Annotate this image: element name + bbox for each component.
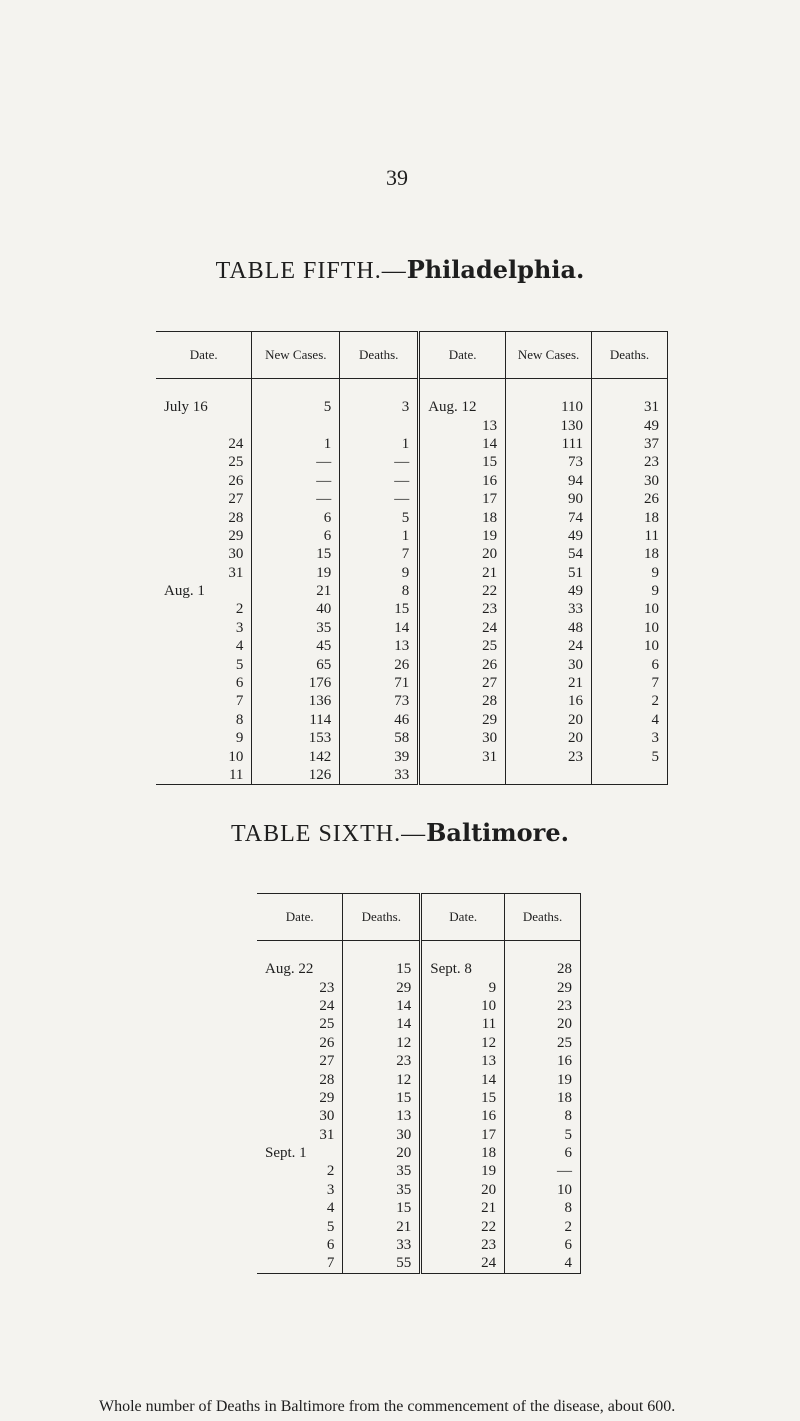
date-cell: 13 (421, 1052, 505, 1070)
date-cell: 10 (228, 748, 244, 765)
value-cell: 9 (592, 582, 668, 600)
value-cell: 13 (340, 637, 419, 655)
value-cell: 2 (505, 1217, 581, 1235)
value-cell: 5 (252, 379, 340, 417)
value-cell: 12 (343, 1070, 421, 1088)
value-cell: 15 (252, 545, 340, 563)
table-row (257, 1070, 581, 1088)
value-cell: 5 (592, 747, 668, 765)
table-row (257, 1089, 581, 1107)
date-cell: 16 (419, 472, 506, 490)
value-cell: 6 (505, 1236, 581, 1254)
table-row (156, 600, 668, 618)
value-cell: 23 (343, 1052, 421, 1070)
table-row (156, 674, 668, 692)
date-cell: 24 (419, 619, 506, 637)
value-cell: 39 (340, 747, 419, 765)
value-cell: 14 (343, 1015, 421, 1033)
date-cell: 8 (235, 711, 244, 728)
table-row (156, 564, 668, 582)
value-cell: 6 (505, 1144, 581, 1162)
value-cell: — (252, 490, 340, 508)
date-cell: 29 (228, 527, 244, 544)
value-cell: 15 (343, 941, 421, 979)
value-cell (252, 416, 340, 434)
column-header: Date. (421, 894, 505, 941)
value-cell: 12 (343, 1034, 421, 1052)
value-cell: 20 (505, 1015, 581, 1033)
date-cell: 25 (419, 637, 506, 655)
date-cell: 11 (421, 1015, 505, 1033)
date-cell: 29 (419, 711, 506, 729)
table-header-row (156, 332, 668, 379)
table-row (156, 435, 668, 453)
value-cell: 16 (505, 1052, 581, 1070)
value-cell: — (340, 472, 419, 490)
date-cell: 3 (326, 1181, 335, 1198)
value-cell: 55 (343, 1254, 421, 1273)
date-cell: Aug. 22 (265, 961, 314, 978)
date-cell: 12 (421, 1034, 505, 1052)
value-cell (506, 766, 592, 785)
value-cell: 19 (252, 564, 340, 582)
table-row (257, 1126, 581, 1144)
date-cell: Aug. 1 (164, 583, 205, 600)
date-cell: 31 (319, 1126, 335, 1143)
table-row (257, 1181, 581, 1199)
value-cell: 19 (505, 1070, 581, 1088)
value-cell: 142 (252, 747, 340, 765)
value-cell: 126 (252, 766, 340, 785)
value-cell: 110 (506, 379, 592, 417)
date-cell: 23 (421, 1236, 505, 1254)
value-cell: 130 (506, 416, 592, 434)
value-cell: 6 (252, 508, 340, 526)
column-header: Date. (156, 332, 252, 379)
value-cell: 3 (340, 379, 419, 417)
table-row (156, 490, 668, 508)
date-cell: 14 (421, 1070, 505, 1088)
value-cell: 24 (506, 637, 592, 655)
table-row (156, 527, 668, 545)
value-cell: 21 (343, 1217, 421, 1235)
table-row (156, 729, 668, 747)
date-cell: 28 (228, 509, 244, 526)
value-cell: 54 (506, 545, 592, 563)
date-cell: 18 (421, 1144, 505, 1162)
value-cell: — (340, 453, 419, 471)
value-cell: 51 (506, 564, 592, 582)
date-cell: 25 (228, 454, 244, 471)
value-cell: 29 (505, 978, 581, 996)
value-cell: 30 (592, 472, 668, 490)
value-cell: 16 (506, 692, 592, 710)
value-cell: 45 (252, 637, 340, 655)
date-cell: 2 (326, 1163, 335, 1180)
value-cell: 1 (252, 435, 340, 453)
value-cell: 35 (343, 1181, 421, 1199)
date-cell: 20 (419, 545, 506, 563)
table-fifth-title-prefix: TABLE FIFTH.— (215, 258, 407, 284)
value-cell: 9 (340, 564, 419, 582)
date-cell: July 16 (164, 399, 208, 416)
date-cell: 6 (326, 1237, 335, 1254)
value-cell: 73 (340, 692, 419, 710)
date-cell: 30 (419, 729, 506, 747)
table-fifth-title (0, 255, 800, 285)
value-cell: 35 (252, 619, 340, 637)
value-cell: 71 (340, 674, 419, 692)
value-cell: 18 (592, 508, 668, 526)
value-cell: 3 (592, 729, 668, 747)
value-cell: 37 (592, 435, 668, 453)
value-cell: 8 (505, 1199, 581, 1217)
date-cell: 17 (419, 490, 506, 508)
date-cell: 7 (235, 693, 244, 710)
value-cell: 21 (506, 674, 592, 692)
table-row (156, 692, 668, 710)
date-cell: 18 (419, 508, 506, 526)
value-cell: 5 (340, 508, 419, 526)
value-cell: 40 (252, 600, 340, 618)
value-cell: 114 (252, 711, 340, 729)
value-cell: 65 (252, 655, 340, 673)
column-header: Deaths. (592, 332, 668, 379)
table-sixth-baltimore (257, 893, 581, 1274)
table-row (156, 747, 668, 765)
value-cell: 136 (252, 692, 340, 710)
value-cell: 10 (592, 619, 668, 637)
value-cell: 49 (592, 416, 668, 434)
value-cell: 10 (592, 637, 668, 655)
table-row (257, 1144, 581, 1162)
date-cell: 23 (419, 600, 506, 618)
date-cell: 22 (419, 582, 506, 600)
date-cell: 22 (421, 1217, 505, 1235)
value-cell: 90 (506, 490, 592, 508)
date-cell: 9 (421, 978, 505, 996)
table-row (257, 997, 581, 1015)
date-cell: 15 (421, 1089, 505, 1107)
date-cell: 28 (319, 1071, 335, 1088)
date-cell: 31 (419, 747, 506, 765)
date-cell: 5 (326, 1218, 335, 1235)
value-cell: 6 (252, 527, 340, 545)
value-cell: 153 (252, 729, 340, 747)
date-cell: 26 (228, 472, 244, 489)
value-cell: 6 (592, 655, 668, 673)
value-cell: 2 (592, 692, 668, 710)
table-header-row (257, 894, 581, 941)
table-row (257, 1236, 581, 1254)
table-row (156, 472, 668, 490)
table-sixth-title-prefix: TABLE SIXTH.— (231, 821, 427, 847)
column-header: New Cases. (252, 332, 340, 379)
date-cell: 24 (228, 435, 244, 452)
date-cell: Sept. 8 (421, 941, 505, 979)
value-cell: 15 (340, 600, 419, 618)
date-cell: 15 (419, 453, 506, 471)
value-cell: 15 (343, 1199, 421, 1217)
value-cell: 18 (592, 545, 668, 563)
date-cell: 24 (319, 997, 335, 1014)
value-cell: 4 (592, 711, 668, 729)
column-header: Deaths. (340, 332, 419, 379)
value-cell: 23 (592, 453, 668, 471)
value-cell: 13 (343, 1107, 421, 1125)
value-cell: 46 (340, 711, 419, 729)
value-cell: 21 (252, 582, 340, 600)
date-cell: 27 (419, 674, 506, 692)
table-row (257, 941, 581, 979)
page-number: 39 (386, 165, 408, 190)
value-cell: 25 (505, 1034, 581, 1052)
value-cell: 74 (506, 508, 592, 526)
value-cell: 20 (506, 711, 592, 729)
date-cell: 26 (419, 655, 506, 673)
value-cell (340, 416, 419, 434)
table-row (257, 1254, 581, 1273)
value-cell: 49 (506, 582, 592, 600)
date-cell (419, 766, 506, 785)
value-cell: 14 (343, 997, 421, 1015)
value-cell: 49 (506, 527, 592, 545)
table-row (156, 416, 668, 434)
value-cell: 10 (592, 600, 668, 618)
value-cell: 20 (343, 1144, 421, 1162)
date-cell: 4 (326, 1200, 335, 1217)
date-cell: 17 (421, 1126, 505, 1144)
table-row (156, 766, 668, 785)
table-row (156, 711, 668, 729)
table-sixth-title (0, 818, 800, 848)
date-cell: 16 (421, 1107, 505, 1125)
date-cell: 11 (156, 766, 252, 785)
date-cell: 6 (235, 675, 244, 692)
value-cell: 5 (505, 1126, 581, 1144)
table-row (257, 1015, 581, 1033)
date-cell: 25 (319, 1016, 335, 1033)
value-cell: 29 (343, 978, 421, 996)
value-cell: 30 (506, 655, 592, 673)
value-cell: 11 (592, 527, 668, 545)
value-cell: — (505, 1162, 581, 1180)
value-cell: — (252, 453, 340, 471)
table-row (257, 1034, 581, 1052)
column-header: Date. (419, 332, 506, 379)
value-cell: 14 (340, 619, 419, 637)
date-cell: 20 (421, 1181, 505, 1199)
table-row (156, 379, 668, 417)
column-header: Date. (257, 894, 343, 941)
table-row (257, 1217, 581, 1235)
value-cell: 30 (343, 1126, 421, 1144)
table-fifth-philadelphia (156, 331, 668, 785)
date-cell: 29 (319, 1089, 335, 1106)
value-cell: 33 (343, 1236, 421, 1254)
table-row (257, 1052, 581, 1070)
date-cell: 4 (235, 638, 244, 655)
value-cell: 15 (343, 1089, 421, 1107)
date-cell: 26 (319, 1034, 335, 1051)
value-cell: 26 (340, 655, 419, 673)
table-row (156, 508, 668, 526)
table-row (257, 1107, 581, 1125)
date-cell: 24 (421, 1254, 505, 1273)
value-cell: 18 (505, 1089, 581, 1107)
column-header: Deaths. (343, 894, 421, 941)
value-cell: 111 (506, 435, 592, 453)
value-cell: 23 (506, 747, 592, 765)
date-cell: 14 (419, 435, 506, 453)
date-cell: 21 (419, 564, 506, 582)
date-cell: 21 (421, 1199, 505, 1217)
table-sixth-title-city: Baltimore. (426, 818, 569, 847)
date-cell: 27 (319, 1053, 335, 1070)
table-row (156, 619, 668, 637)
value-cell: 26 (592, 490, 668, 508)
value-cell: 28 (505, 941, 581, 979)
date-cell: 28 (419, 692, 506, 710)
value-cell: 23 (505, 997, 581, 1015)
value-cell: — (252, 472, 340, 490)
value-cell: 9 (592, 564, 668, 582)
date-cell: 7 (257, 1254, 343, 1273)
value-cell: 1 (340, 435, 419, 453)
value-cell: 1 (340, 527, 419, 545)
date-cell: 13 (419, 416, 506, 434)
value-cell: 33 (340, 766, 419, 785)
date-cell: 10 (421, 997, 505, 1015)
date-cell: 30 (319, 1108, 335, 1125)
table-row (156, 453, 668, 471)
date-cell: 23 (319, 979, 335, 996)
date-cell: 5 (235, 656, 244, 673)
table-row (257, 1162, 581, 1180)
value-cell: 94 (506, 472, 592, 490)
table-row (156, 637, 668, 655)
date-cell: 27 (228, 491, 244, 508)
date-cell: 9 (235, 730, 244, 747)
value-cell: — (340, 490, 419, 508)
footnote: Whole number of Deaths in Baltimore from the commencement of the disease, about 600. (99, 1398, 676, 1415)
date-cell: 2 (235, 601, 244, 618)
table-row (156, 545, 668, 563)
table-row (156, 582, 668, 600)
date-cell: 30 (228, 546, 244, 563)
date-cell: Aug. 12 (419, 379, 506, 417)
value-cell: 4 (505, 1254, 581, 1273)
date-cell: 31 (228, 564, 244, 581)
date-cell: 19 (419, 527, 506, 545)
value-cell: 33 (506, 600, 592, 618)
value-cell: 7 (340, 545, 419, 563)
value-cell: 73 (506, 453, 592, 471)
value-cell: 35 (343, 1162, 421, 1180)
table-row (156, 655, 668, 673)
value-cell: 31 (592, 379, 668, 417)
date-cell (156, 416, 252, 434)
date-cell: 19 (421, 1162, 505, 1180)
value-cell: 10 (505, 1181, 581, 1199)
value-cell: 48 (506, 619, 592, 637)
date-cell: Sept. 1 (265, 1145, 307, 1162)
column-header: New Cases. (506, 332, 592, 379)
date-cell: 3 (235, 619, 244, 636)
column-header: Deaths. (505, 894, 581, 941)
table-row (257, 978, 581, 996)
value-cell: 20 (506, 729, 592, 747)
value-cell: 8 (505, 1107, 581, 1125)
value-cell: 8 (340, 582, 419, 600)
table-fifth-title-city: Philadelphia. (406, 255, 585, 284)
table-row (257, 1199, 581, 1217)
value-cell: 7 (592, 674, 668, 692)
value-cell (592, 766, 668, 785)
value-cell: 58 (340, 729, 419, 747)
value-cell: 176 (252, 674, 340, 692)
